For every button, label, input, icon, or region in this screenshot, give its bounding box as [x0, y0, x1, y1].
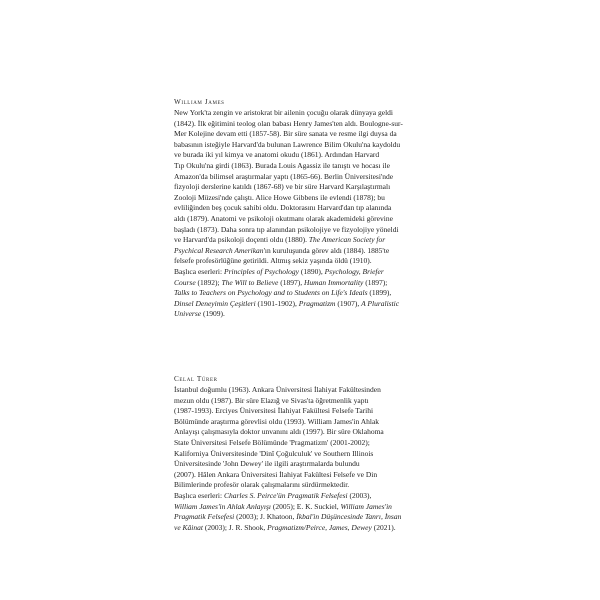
biography-text: [174, 385, 430, 533]
text-segment: (1901-1902),: [255, 298, 299, 308]
text-segment: babasının isteğiyle Harvard'da bulunan Lawrence Bilim Okulu'na kaydoldu: [174, 139, 401, 149]
text-segment: (2007). Hâlen Ankara Üniversitesi İlahiyat Fakültesi Felsefe ve Din: [174, 469, 378, 479]
text-segment: aldı (1879). Anatomi ve psikoloji okutmanı olarak akademideki görevine: [174, 213, 393, 223]
text-line: [174, 172, 430, 183]
text-segment: (1890),: [298, 266, 325, 276]
text-line: [174, 523, 430, 534]
text-line: [174, 299, 430, 310]
book-title: Human Immortality: [304, 277, 364, 287]
text-segment: mezun oldu (1987). Bir süre Elazığ ve Sivas'ta öğretmenlik yaptı: [174, 395, 369, 405]
text-segment: 'ın kuruluşunda görev aldı (1884). 1885'te: [263, 245, 390, 255]
text-segment: Üniversitesinde 'John Dewey' ile ilgili araştırmalarda bulundu: [174, 459, 360, 469]
text-line: [174, 246, 430, 257]
text-segment: (1897);: [363, 277, 388, 287]
text-line: [174, 470, 430, 481]
text-line: [174, 491, 430, 502]
text-segment: (1892);: [195, 277, 222, 287]
author-name: William James: [174, 98, 225, 106]
text-segment: (2021).: [371, 522, 396, 532]
book-title: Pragmatizm: [298, 298, 336, 308]
text-line: [174, 119, 430, 130]
text-segment: Kaliforniya Üniversitesinde 'Dinî Çoğulculuk' ve Southern Illinois: [174, 448, 374, 458]
text-segment: Zooloji Müzesi'nde çalıştı. Alice Howe Gibbens ile evlendi (1878); bu: [174, 192, 385, 202]
text-segment: Bölümünde araştırma görevlisi oldu (1993). William James'in Ahlak: [174, 416, 380, 426]
book-title: Psychical Research Amerikan: [174, 245, 264, 255]
text-line: [174, 309, 430, 320]
biography-william-james: [174, 97, 430, 320]
text-segment: (1842). İlk eğitimini teolog olan babası Henry James'ten aldı. Boulogne-sur-: [174, 118, 403, 128]
text-line: [174, 396, 430, 407]
text-segment: Başlıca eserleri:: [174, 490, 224, 500]
text-segment: felsefe profesörlüğüne getirildi. Altmış sekiz yaşında öldü (1910).: [174, 256, 372, 266]
book-title: İkbal'in Düşüncesinde Tanrı, İnsan: [296, 512, 402, 522]
text-line: [174, 385, 430, 396]
text-segment: Mer Kolejine devam etti (1857-58). Bir süre sanata ve resme ilgi duysa da: [174, 129, 397, 139]
text-segment: (2005); E. K. Suckiel,: [270, 501, 341, 511]
book-title: ve Kâinat: [174, 522, 203, 532]
text-segment: Tıp Okulu'na girdi (1863). Burada Louis Agassiz ile tanıştı ve hocası ile: [174, 160, 390, 170]
text-line: [174, 203, 430, 214]
text-segment: başladı (1873). Daha sonra tıp alanından psikolojiye ve fizyolojiye yöneldi: [174, 224, 399, 234]
text-line: [174, 140, 430, 151]
text-line: [174, 267, 430, 278]
text-line: [174, 256, 430, 267]
text-line: [174, 406, 430, 417]
book-title: Charles S. Peirce'ün Pragmatik Felsefesi: [223, 490, 348, 500]
text-line: [174, 193, 430, 204]
text-segment: evliliğinden beş çocuk sahibi oldu. Doktorasını Harvard'dan tıp alanında: [174, 203, 392, 213]
text-line: [174, 438, 430, 449]
text-line: [174, 288, 430, 299]
text-segment: Başlıca eserleri:: [174, 266, 224, 276]
text-line: [174, 459, 430, 470]
text-line: [174, 512, 430, 523]
text-segment: Bilimlerinde profesör olarak çalışmalarını sürdürmektedir.: [174, 480, 350, 490]
book-title: Dinsel Deneyimin Çeşitleri: [174, 298, 256, 308]
text-line: [174, 161, 430, 172]
book-title: The Will to Believe: [221, 277, 279, 287]
book-title: William James'in Ahlak Anlayışı: [174, 501, 271, 511]
text-line: [174, 480, 430, 491]
book-title: William James'in: [340, 501, 392, 511]
book-title: Psychology, Briefer: [324, 266, 384, 276]
text-segment: (1899),: [367, 288, 392, 298]
text-line: [174, 427, 430, 438]
text-segment: (2003); J. Khatoon,: [234, 512, 297, 522]
text-segment: fizyoloji derslerine katıldı (1867-68) ve bir süre Harvard Karşılaştırmalı: [174, 182, 391, 192]
text-line: [174, 182, 430, 193]
book-title: Talks to Teachers on Psychology and to Students on Life's Ideals: [174, 288, 368, 298]
biography-text: [174, 108, 430, 320]
book-title: Universe: [174, 309, 202, 319]
book-title: Pragmatizm/Peirce, James, Dewey: [267, 522, 372, 532]
text-line: [174, 129, 430, 140]
text-segment: (1987-1993). Erciyes Üniversitesi İlahiyat Fakültesi Felsefe Tarihi: [174, 406, 374, 416]
text-line: [174, 214, 430, 225]
text-segment: ve burada iki yıl kimya ve anatomi okudu (1861). Ardından Harvard: [174, 150, 380, 160]
text-segment: İstanbul doğumlu (1963). Ankara Üniversitesi İlahiyat Fakültesinden: [174, 385, 381, 394]
text-segment: (1897),: [278, 277, 304, 287]
book-title: Principles of Psychology: [223, 266, 299, 276]
text-segment: State Üniversitesi Felsefe Bölümünde 'Pragmatizm' (2001-2002);: [174, 437, 370, 447]
text-segment: (1909).: [201, 309, 225, 319]
text-segment: Anlayışı çalışmasıyla doktor unvanını aldı (1997). Bir süre Oklahoma: [174, 427, 384, 437]
text-segment: (2003); J. R. Shook,: [202, 522, 268, 532]
book-title: Course: [174, 277, 196, 287]
text-segment: (1907),: [335, 298, 362, 308]
book-title: Pragmatik Felsefesi: [174, 512, 235, 522]
text-segment: New York'ta zengin ve aristokrat bir ailenin çocuğu olarak dünyaya geldi: [174, 108, 393, 117]
text-line: [174, 278, 430, 289]
text-line: [174, 235, 430, 246]
book-title: The American Society for: [308, 235, 386, 245]
text-segment: (2003),: [347, 490, 372, 500]
text-segment: Amazon'da bilimsel araştırmalar yaptı (1865-66). Berlin Üniversitesi'nde: [174, 171, 394, 181]
biography-celal-turer: [174, 374, 430, 533]
text-line: [174, 502, 430, 513]
text-line: [174, 449, 430, 460]
book-title: A Pluralistic: [361, 298, 400, 308]
text-segment: ve Harvard'da psikoloji doçenti oldu (1880).: [174, 235, 309, 245]
text-line: [174, 108, 430, 119]
text-line: [174, 150, 430, 161]
text-line: [174, 417, 430, 428]
translator-name: Celal Türer: [174, 375, 218, 383]
text-line: [174, 225, 430, 236]
